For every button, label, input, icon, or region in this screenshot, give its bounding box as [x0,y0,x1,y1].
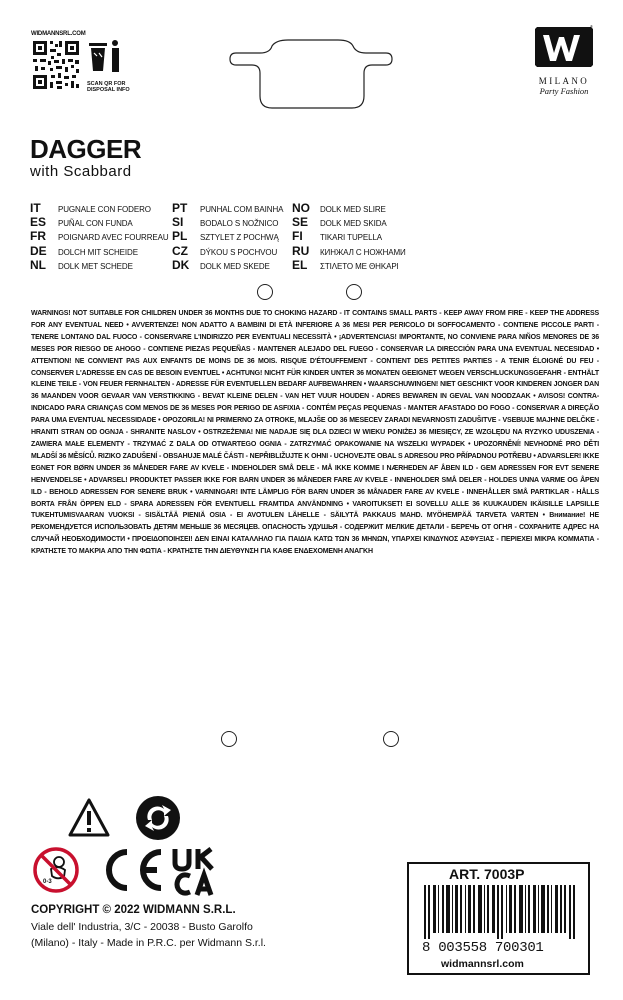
warnings-text: WARNINGS! NOT SUITABLE FOR CHILDREN UNDER 36 MONTHS DUE TO CHOKING HAZARD - IT CONTAINS SMALL PARTS - KEEP AWAY FROM FIRE - KEEP THE ADDRESS FOR ANY EVENTUAL NEED • AVVERTENZE! NON ADATTO A BAMBINI DI ETÀ INFERIORE A 36 MESI PER PERICOLO DI SOFFOCAMENTO - CONTIENE PICCOLE PARTI - TENERE LONTANO DAL FUOCO - CONSERVARE L'INDIRIZZO PER EVENTUALI NECESSITÀ • ¡ADVERTENCIAS! IMPORTANTE, NO CONVIENE PARA NIÑOS MENORES DE 36 MESES POR RIESGO DE AHOGO - CONTIENE PIEZAS PEQUEÑAS - MANTENER ALEJADO DEL FUEGO - CONSERVAR LA DIRECCIÓN PARA UNA EVENTUAL NECESIDAD • ATTENTION! NE CONVIENT PAS AUX ENFANTS DE MOINS DE 36 MOIS. RISQUE D'ÉTOUFFEMENT - CONTIENT DES PETITES PARTIES - A TENIR ÉLOIGNÉ DU FEU - CONSERVER L'ADRESSE EN CAS DE BESOIN EVENTUEL • ACHTUNG! NICHT FÜR KINDER UNTER 36 MONATEN GEEIGNET WEGEN VERSCHLUCKUNGSGEFAHR - ENTHÄLT KLEINE TEILE - VON FEUER FERNHALTEN - ADRESSE FÜR EVENTUELLEN BEDARF AUFBEWAHREN • WAARSCHUWINGEN! NIET GESCHIKT VOOR KINDEREN JONGER DAN 36 MAANDEN VOOR GEVAAR VAN VERSTIKKING - BEVAT KLEINE DELEN - VAN HET VUUR HOUDEN - ADRES BEWAREN IN GEVAL VAN NOODZAAK • AVISOS! CONTRA-INDICADO PARA CRIANÇAS COM MENOS DE 36 MESES POR PERIGO DE ASFIXIA - CONTÉM PEÇAS PEQUENAS - MANTER AFASTADO DO FOGO - CONSERVAR A DIREÇÃO PARA UMA EVENTUAL NECESSIDADE • OPOZORILA! NI PRIMERNO ZA OTROKE, MLAJŠE OD 36 MESECEV ZARADI NEVARNOSTI ZADUŠITVE - VSEBUJE MAJHNE DELČKE - HRANITI STRAN OD OGNJA - SHRANITE NASLOV • OSTRZEŻENIA! NIE NADAJE SIĘ DLA DZIECI W WIEKU PONIŻEJ 36 MIESIĘCY, ZE WZGLĘDU NA RYZYKO UDUSZENIA - ZAWIERA MAŁE ELEMENTY - TRZYMAĆ Z DALA OD OTWARTEGO OGNIA - ZATRZYMAĆ OPAKOWANIE NA WSZELKI WYPADEK • UPOZORNĚNÍ! NEVHODNÉ PRO DĚTI MLADŠÍ 36 MĚSÍCŮ. RIZIKO ZADUŠENÍ - OBSAHUJE MALÉ ČÁSTI - NEPŘIBLIŽUJTE K OHNI - UCHOVEJTE OBAL S ADRESOU PRO PŘÍPADNOU POTŘEBU • ADVARSLER! IKKE EGNET FOR BØRN UNDER 36 MÅNEDER FARE AV KVELE - INDEHOLDER SMÅ DELE - MÅ IKKE KOMME I NÆRHEDEN AF ÅBEN ILD - GEM ADRESSEN FOR EVT SENERE HENVENDELSE • ADVARSEL! PRODUKTET PASSER IKKE FOR BARN UNDER 36 MÅNEDER FARE AV KVELE - INNEHOLDER SMÅ DELER - HOLDES UNNA VARME OG ÅPEN ILD - BEHOLD ADRESSEN FOR SENERE BRUK • VARNINGAR! INTE LÄMPLIG FÖR BARN UNDER 36 MÅNADER FARE AV KVELE - INNEHÅLLER SMÅ PARTIKLAR - HÅLLS BORTA FRÅN ÖPPEN ELD - SPARA ADRESSEN FÖR EVENTUELL FRAMTIDA ANVÄNDNING • VAROITUKSET! EI SOVELLU ALLE 36 KUUKAUDEN IKÄISILLE LAPSILLE TUKEHTUMISVAARAN VUOKSI - SISÄLTÄÄ PIENIÄ OSIA - EI AVOTULEN LÄHELLE - SÄILYTÄ PAKKAUS MAHD. MYÖHEMPÄÄ TARVETA VARTEN • Внимание! НЕ РЕКОМЕНДУЕТСЯ ИСПОЛЬЗОВАТЬ ДЕТЯМ МЕНЬШЕ 36 МЕСЯЦЕВ. ОПАСНОСТЬ УДУШЬЯ - СОДЕРЖИТ МЕЛКИЕ ДЕТАЛИ - БЕРЕЧЬ ОТ ОГНЯ - СОХРАНИТЕ АДРЕС НА СЛУЧАЙ НЕОБХОДИМОСТИ • ΠΡΟΕΙΔΟΠΟΙΗΣΕΙ! ΔΕΝ ΕΙΝΑΙ ΚΑΤΑΛΛΗΛΟ ΓΙΑ ΠΑΙΔΙΑ ΚΑΤΩ ΤΩΝ 36 ΜΗΝΩΝ, ΥΠΑΡΧΕΙ ΚΙΝΔΥΝΟΣ ΑΣΦΥΞΙΑΣ - ΠΕΡΙΕΧΕΙ ΜΙΚΡΑ ΚΟΜΜΑΤΙΑ - ΚΡΑΤΗΣΤΕ ΤΟ ΜΑΚΡΙΑ ΑΠΟ ΤΗΝ ΦΩΤΙΑ - ΚΡΑΤΗΣΤΕ ΤΗΝ ΔΙΕΥΘΥΝΣΗ ΓΙΑ ΚΑΘΕ ΕΝΔΕΧΟΜΕΝΗ ΑΝΑΓΚΗ [31,310,599,556]
qr-scan-text: SCAN QR FOR DISPOSAL INFO [87,81,130,93]
ean-number: 8 003558 700301 [422,940,544,956]
brand-logo [528,25,600,96]
qr-url: WIDMANNSRL.COM [31,31,86,37]
language-item: IT PUGNALE CON FODERO [30,201,151,215]
blister-hole [383,731,399,747]
language-item: EL ΣΤΙΛΕΤΟ ΜΕ ΘΗΚΑΡΙ [292,258,399,272]
language-item: RU КИНЖАЛ С НОЖНАМИ [292,244,406,258]
warning-triangle-icon [67,797,111,839]
language-item: SE DOLK MED SKIDA [292,215,387,229]
copyright-text: COPYRIGHT © 2022 WIDMANN S.R.L. [31,904,236,916]
language-item: DE DOLCH MIT SCHEIDE [30,244,138,258]
language-item: NL DOLK MET SCHEDE [30,258,133,272]
language-item: CZ DÝKOU S POCHVOU [172,244,278,258]
age-label: 0-3 [43,879,52,885]
company-address: Viale dell' Industria, 3/C - 20038 - Busto Garolfo (Milano) - Italy - Made in P.R.C. per Widmann S.r.l. [31,921,266,949]
blister-hole [257,284,273,300]
recycle-bin-info-icon [89,40,119,72]
barcode-icon[interactable] [424,885,576,939]
widmann-logo-icon [531,25,597,69]
blister-hole [221,731,237,747]
blister-hole [346,284,362,300]
not-for-under-3-icon [31,845,81,895]
product-title: DAGGER [30,134,142,164]
qr-disposal-block [31,31,129,101]
registered-mark: ® [590,24,593,29]
language-item: ES PUÑAL CON FUNDA [30,215,133,229]
brand-name: MILANO [538,76,590,86]
language-item: DK DOLK MED SKEDE [172,258,270,272]
recycle-arrows-icon [134,794,182,842]
language-item: FR POIGNARD AVEC FOURREAU [30,229,169,243]
product-subtitle: with Scabbard [30,163,132,180]
article-number: ART. 7003P [449,866,525,882]
language-item: PT PUNHAL COM BAINHA [172,201,284,215]
ce-mark-icon [97,846,167,894]
ukca-mark-icon [171,847,223,897]
website-link[interactable]: widmannsrl.com [441,958,524,970]
language-item: NO DOLK MED SLIRE [292,201,386,215]
language-item: PL SZTYLET Z POCHWĄ [172,229,279,243]
language-item: SI BODALO S NOŽNICO [172,215,279,229]
language-item: FI TIKARI TUPELLA [292,229,383,243]
brand-tagline: Party Fashion [539,86,589,96]
